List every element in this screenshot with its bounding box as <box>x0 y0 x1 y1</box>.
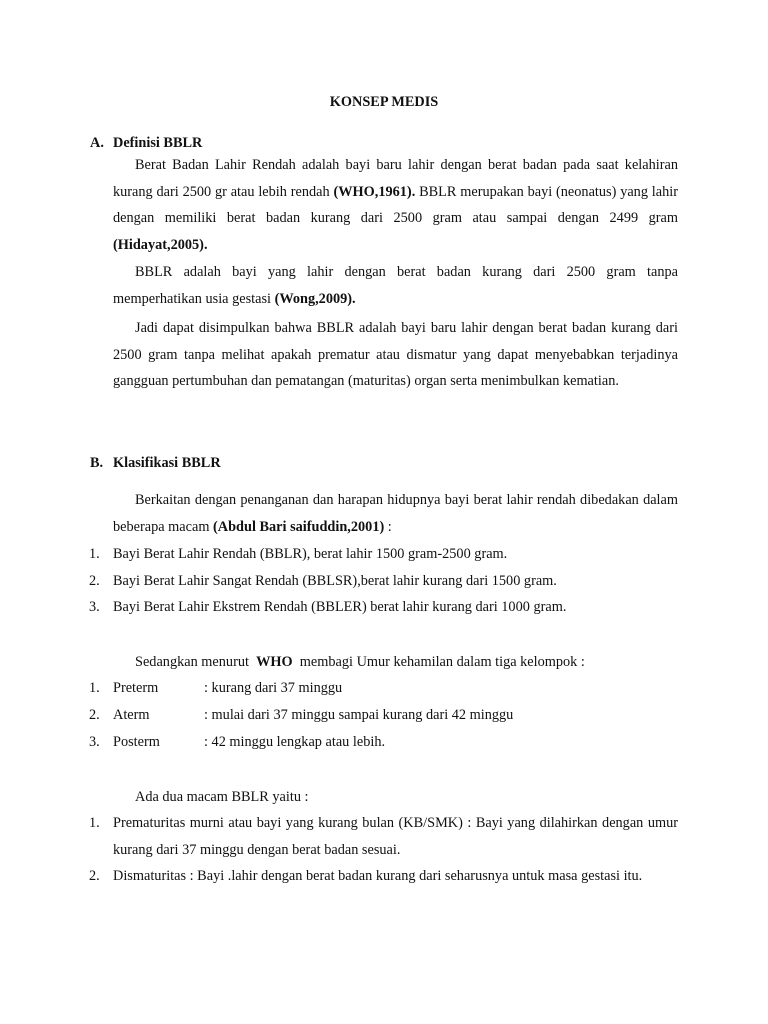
definition-paragraph-1 <box>113 152 678 258</box>
term-label: Posterm <box>113 733 160 750</box>
list-number: 3. <box>89 599 100 616</box>
term-description: : kurang dari 37 minggu <box>204 680 343 696</box>
weight-classification-list <box>89 541 678 621</box>
list-number: 1. <box>89 546 100 562</box>
term-description: : mulai dari 37 minggu sampai kurang dari 42 minggu <box>204 706 514 723</box>
list-item-text: Bayi Berat Lahir Sangat Rendah (BBLSR),berat lahir kurang dari 1500 gram. <box>113 572 557 589</box>
who-intro-text-a: Sedangkan menurut <box>135 654 257 670</box>
term-label: Aterm <box>113 706 150 723</box>
list-item <box>89 675 678 702</box>
who-intro <box>113 649 678 676</box>
term-description: : 42 minggu lengkap atau lebih. <box>204 733 386 750</box>
page-title: KONSEP MEDIS <box>329 94 439 110</box>
definition-text-1a: Berat Badan Lahir Rendah adalah bayi baru lahir dengan berat badan pada saat kelahiran kurang dari 2500 gr atau lebih rendah <box>113 157 678 200</box>
definition-text-1b: BBLR merupakan bayi (neonatus) yang lahir dengan memiliki berat badan kurang dari 2500 gram atau sampai dengan 2499 gram <box>113 183 678 227</box>
conclusion-paragraph: Jadi dapat disimpulkan bahwa BBLR adalah bayi baru lahir dengan berat badan kurang dari 2500 gram tanpa melihat apakah prematur atau dismatur yang dapat menyebabkan terjadinya gangguan pertumbuhan dan pematangan (maturitas) organ serta menimbulkan kematian. <box>113 320 678 390</box>
list-item <box>89 702 678 729</box>
definition-paragraph-2 <box>113 259 678 312</box>
list-number: 3. <box>89 733 100 750</box>
who-label: WHO <box>256 654 293 670</box>
list-item <box>89 541 678 568</box>
bblr-types-intro: Ada dua macam BBLR yaitu : <box>135 789 309 805</box>
list-number: 1. <box>89 680 100 696</box>
section-b-label: B. <box>90 455 104 471</box>
citation-hidayat: (Hidayat,2005). <box>113 236 208 253</box>
list-item <box>89 729 678 756</box>
list-item-text: Bayi Berat Lahir Rendah (BBLR), berat lahir 1500 gram-2500 gram. <box>113 546 508 562</box>
section-a-heading <box>90 133 202 153</box>
citation-saifuddin: (Abdul Bari saifuddin,2001) <box>213 518 385 535</box>
section-a-title: Definisi BBLR <box>113 135 203 151</box>
who-intro-text-b: membagi Umur kehamilan dalam tiga kelompok : <box>292 654 585 670</box>
bblr-types-list <box>89 810 678 890</box>
list-item <box>89 568 678 595</box>
list-item-text: Prematuritas murni atau bayi yang kurang bulan (KB/SMK) : Bayi yang dilahirkan dengan umur kurang dari 37 minggu dengan berat badan sesuai. <box>113 815 678 858</box>
list-item <box>89 594 678 621</box>
citation-wong: (Wong,2009). <box>274 290 356 307</box>
list-number: 2. <box>89 868 100 885</box>
list-number: 2. <box>89 706 100 723</box>
definition-text-2: BBLR adalah bayi yang lahir dengan berat badan kurang dari 2500 gram tanpa memperhatikan usia gestasi <box>113 264 678 307</box>
list-item-text: Dismaturitas : Bayi .lahir dengan berat badan kurang dari seharusnya untuk masa gestasi itu. <box>113 868 643 885</box>
list-number: 2. <box>89 572 100 589</box>
list-item <box>89 863 678 890</box>
list-item-text: Bayi Berat Lahir Ekstrem Rendah (BBLER) berat lahir kurang dari 1000 gram. <box>113 599 567 616</box>
classification-intro <box>113 487 678 540</box>
section-b-heading <box>90 453 221 473</box>
classification-intro-colon: : <box>384 518 392 535</box>
section-b-title: Klasifikasi BBLR <box>113 455 221 471</box>
gestation-age-list <box>89 675 678 755</box>
list-number: 1. <box>89 815 100 831</box>
list-item <box>89 810 678 863</box>
section-a-label: A. <box>90 135 104 151</box>
classification-intro-text: Berkaitan dengan penanganan dan harapan hidupnya bayi berat lahir rendah dibedakan dalam beberapa macam <box>113 492 678 535</box>
term-label: Preterm <box>113 680 159 696</box>
citation-who: (WHO,1961). <box>333 183 416 200</box>
